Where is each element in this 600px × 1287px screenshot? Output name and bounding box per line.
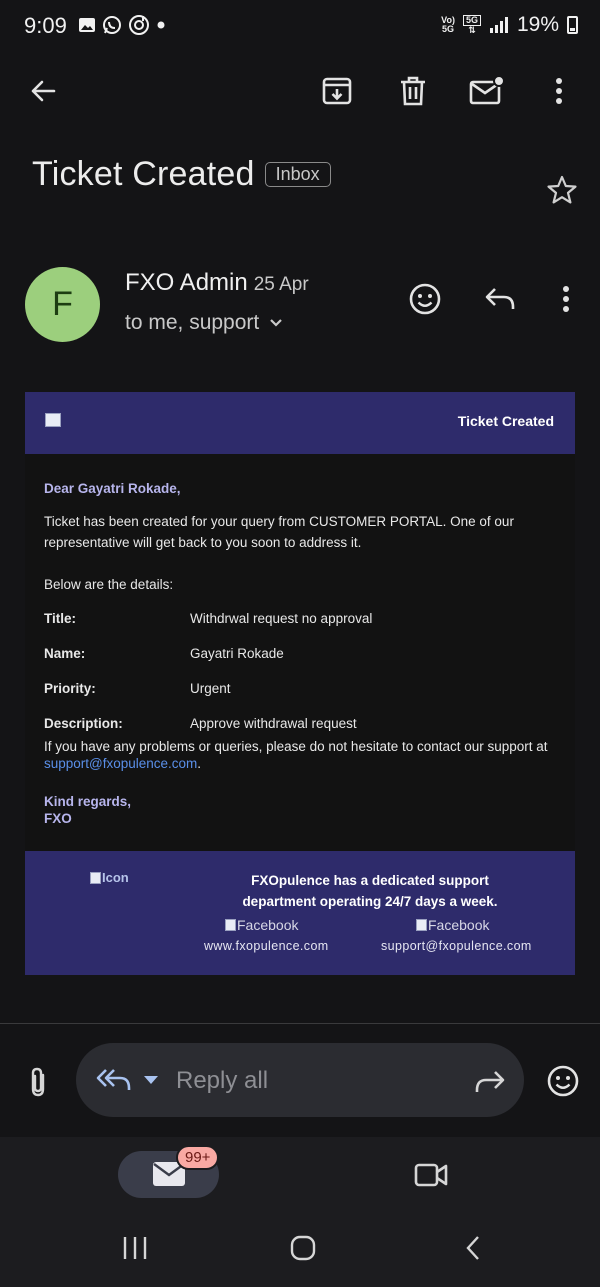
bottom-navigation <box>0 1137 600 1287</box>
battery-percent: 19% <box>516 13 559 36</box>
back-button[interactable] <box>20 68 66 114</box>
status-right <box>441 13 578 37</box>
whatsapp-icon <box>102 15 122 35</box>
paperclip-icon <box>28 1066 48 1098</box>
reply-bar <box>0 1040 600 1120</box>
more-vert-icon <box>555 77 563 105</box>
email-toolbar <box>0 60 600 124</box>
video-camera-icon <box>414 1162 448 1188</box>
emoji-icon <box>408 282 442 316</box>
broken-image-icon <box>45 413 61 427</box>
website-link[interactable]: www.fxopulence.com <box>204 939 329 953</box>
add-reaction-button[interactable] <box>402 276 448 322</box>
sender-avatar[interactable]: F <box>25 267 100 342</box>
recipients-toggle[interactable] <box>125 311 283 335</box>
reply-all-placeholder: Reply all <box>176 1067 269 1094</box>
gallery-icon <box>78 16 96 34</box>
email-subject: Ticket Created <box>32 155 255 193</box>
inbox-label-chip[interactable]: Inbox <box>265 162 331 187</box>
greeting: Dear Gayatri Rokade, <box>44 481 181 496</box>
footer-support-email-link[interactable]: support@fxopulence.com <box>381 939 532 953</box>
chevron-down-icon <box>269 318 283 328</box>
footer-tagline: FXOpulence has a dedicated support department operating 24/7 days a week. <box>242 873 498 909</box>
facebook-image-link-2[interactable]: Facebook <box>416 917 489 933</box>
home-icon <box>290 1235 316 1261</box>
unread-badge: 99+ <box>176 1145 219 1170</box>
system-back-button[interactable] <box>448 1225 498 1271</box>
recipients-text: to me, support <box>125 311 260 334</box>
attach-button[interactable] <box>16 1060 60 1104</box>
status-time: 9:09 <box>24 13 67 38</box>
recent-apps-button[interactable] <box>110 1225 160 1271</box>
reply-all-field[interactable] <box>76 1043 524 1117</box>
facebook-image-link-1[interactable]: Facebook <box>225 917 298 933</box>
regards: Kind regards, <box>44 794 132 809</box>
detail-row: Description: Approve withdrawal request <box>44 716 357 731</box>
subject-line <box>32 155 331 194</box>
trash-icon <box>398 75 428 107</box>
network-type-indicator: 5G ⇅ <box>463 15 481 35</box>
star-icon <box>546 174 578 206</box>
nav-meet-tab[interactable] <box>406 1153 456 1197</box>
detail-row: Title: Withdrwal request no approval <box>44 611 373 626</box>
divider <box>0 1023 600 1024</box>
more-options-button[interactable] <box>536 68 582 114</box>
home-button[interactable] <box>278 1225 328 1271</box>
signal-icon <box>489 16 509 34</box>
more-vert-icon <box>562 285 570 313</box>
reply-button[interactable] <box>477 276 523 322</box>
email-banner <box>25 392 575 454</box>
mail-unread-icon <box>469 75 505 107</box>
email-body <box>25 454 575 851</box>
contact-paragraph: If you have any problems or queries, please do not hesitate to contact our support at support@fxopulence.com. <box>44 739 548 771</box>
detail-row: Priority: Urgent <box>44 681 231 696</box>
email-content <box>25 392 575 975</box>
broken-image-icon <box>90 872 101 884</box>
detail-row: Name: Gayatri Rokade <box>44 646 284 661</box>
dot-icon <box>156 20 166 30</box>
archive-icon <box>321 75 353 107</box>
music-app-icon <box>128 14 150 36</box>
reply-all-icon <box>96 1067 132 1093</box>
arrow-left-icon <box>29 77 57 105</box>
intro-text: Ticket has been created for your query from CUSTOMER PORTAL. One of our representative will get back to you soon to address it. <box>44 514 514 550</box>
email-date: 25 Apr <box>253 274 309 295</box>
email-footer <box>25 851 575 975</box>
recent-apps-icon <box>122 1236 148 1260</box>
chevron-left-icon <box>465 1235 481 1261</box>
archive-button[interactable] <box>314 68 360 114</box>
status-bar <box>0 0 600 52</box>
sender-name: FXO Admin <box>125 269 248 296</box>
footer-logo-image: Icon <box>90 870 129 885</box>
signature: FXO <box>44 811 72 826</box>
broken-image-icon <box>416 919 427 931</box>
mark-unread-button[interactable] <box>464 68 510 114</box>
broken-image-icon <box>225 919 236 931</box>
banner-title: Ticket Created <box>457 413 554 429</box>
caret-down-icon[interactable] <box>144 1076 158 1085</box>
notification-icons <box>78 14 166 36</box>
message-more-button[interactable] <box>543 276 589 322</box>
emoji-icon <box>546 1064 580 1098</box>
details-table <box>44 608 556 734</box>
star-button[interactable] <box>540 168 584 212</box>
battery-icon <box>567 16 578 34</box>
reply-icon <box>484 285 516 313</box>
sender-name-line <box>125 269 309 297</box>
support-email-link[interactable]: support@fxopulence.com <box>44 756 198 771</box>
forward-icon[interactable] <box>474 1068 506 1094</box>
emoji-button[interactable] <box>540 1058 586 1104</box>
delete-button[interactable] <box>390 68 436 114</box>
volte-indicator: Vo) 5G <box>441 15 455 34</box>
details-heading: Below are the details: <box>44 577 174 592</box>
